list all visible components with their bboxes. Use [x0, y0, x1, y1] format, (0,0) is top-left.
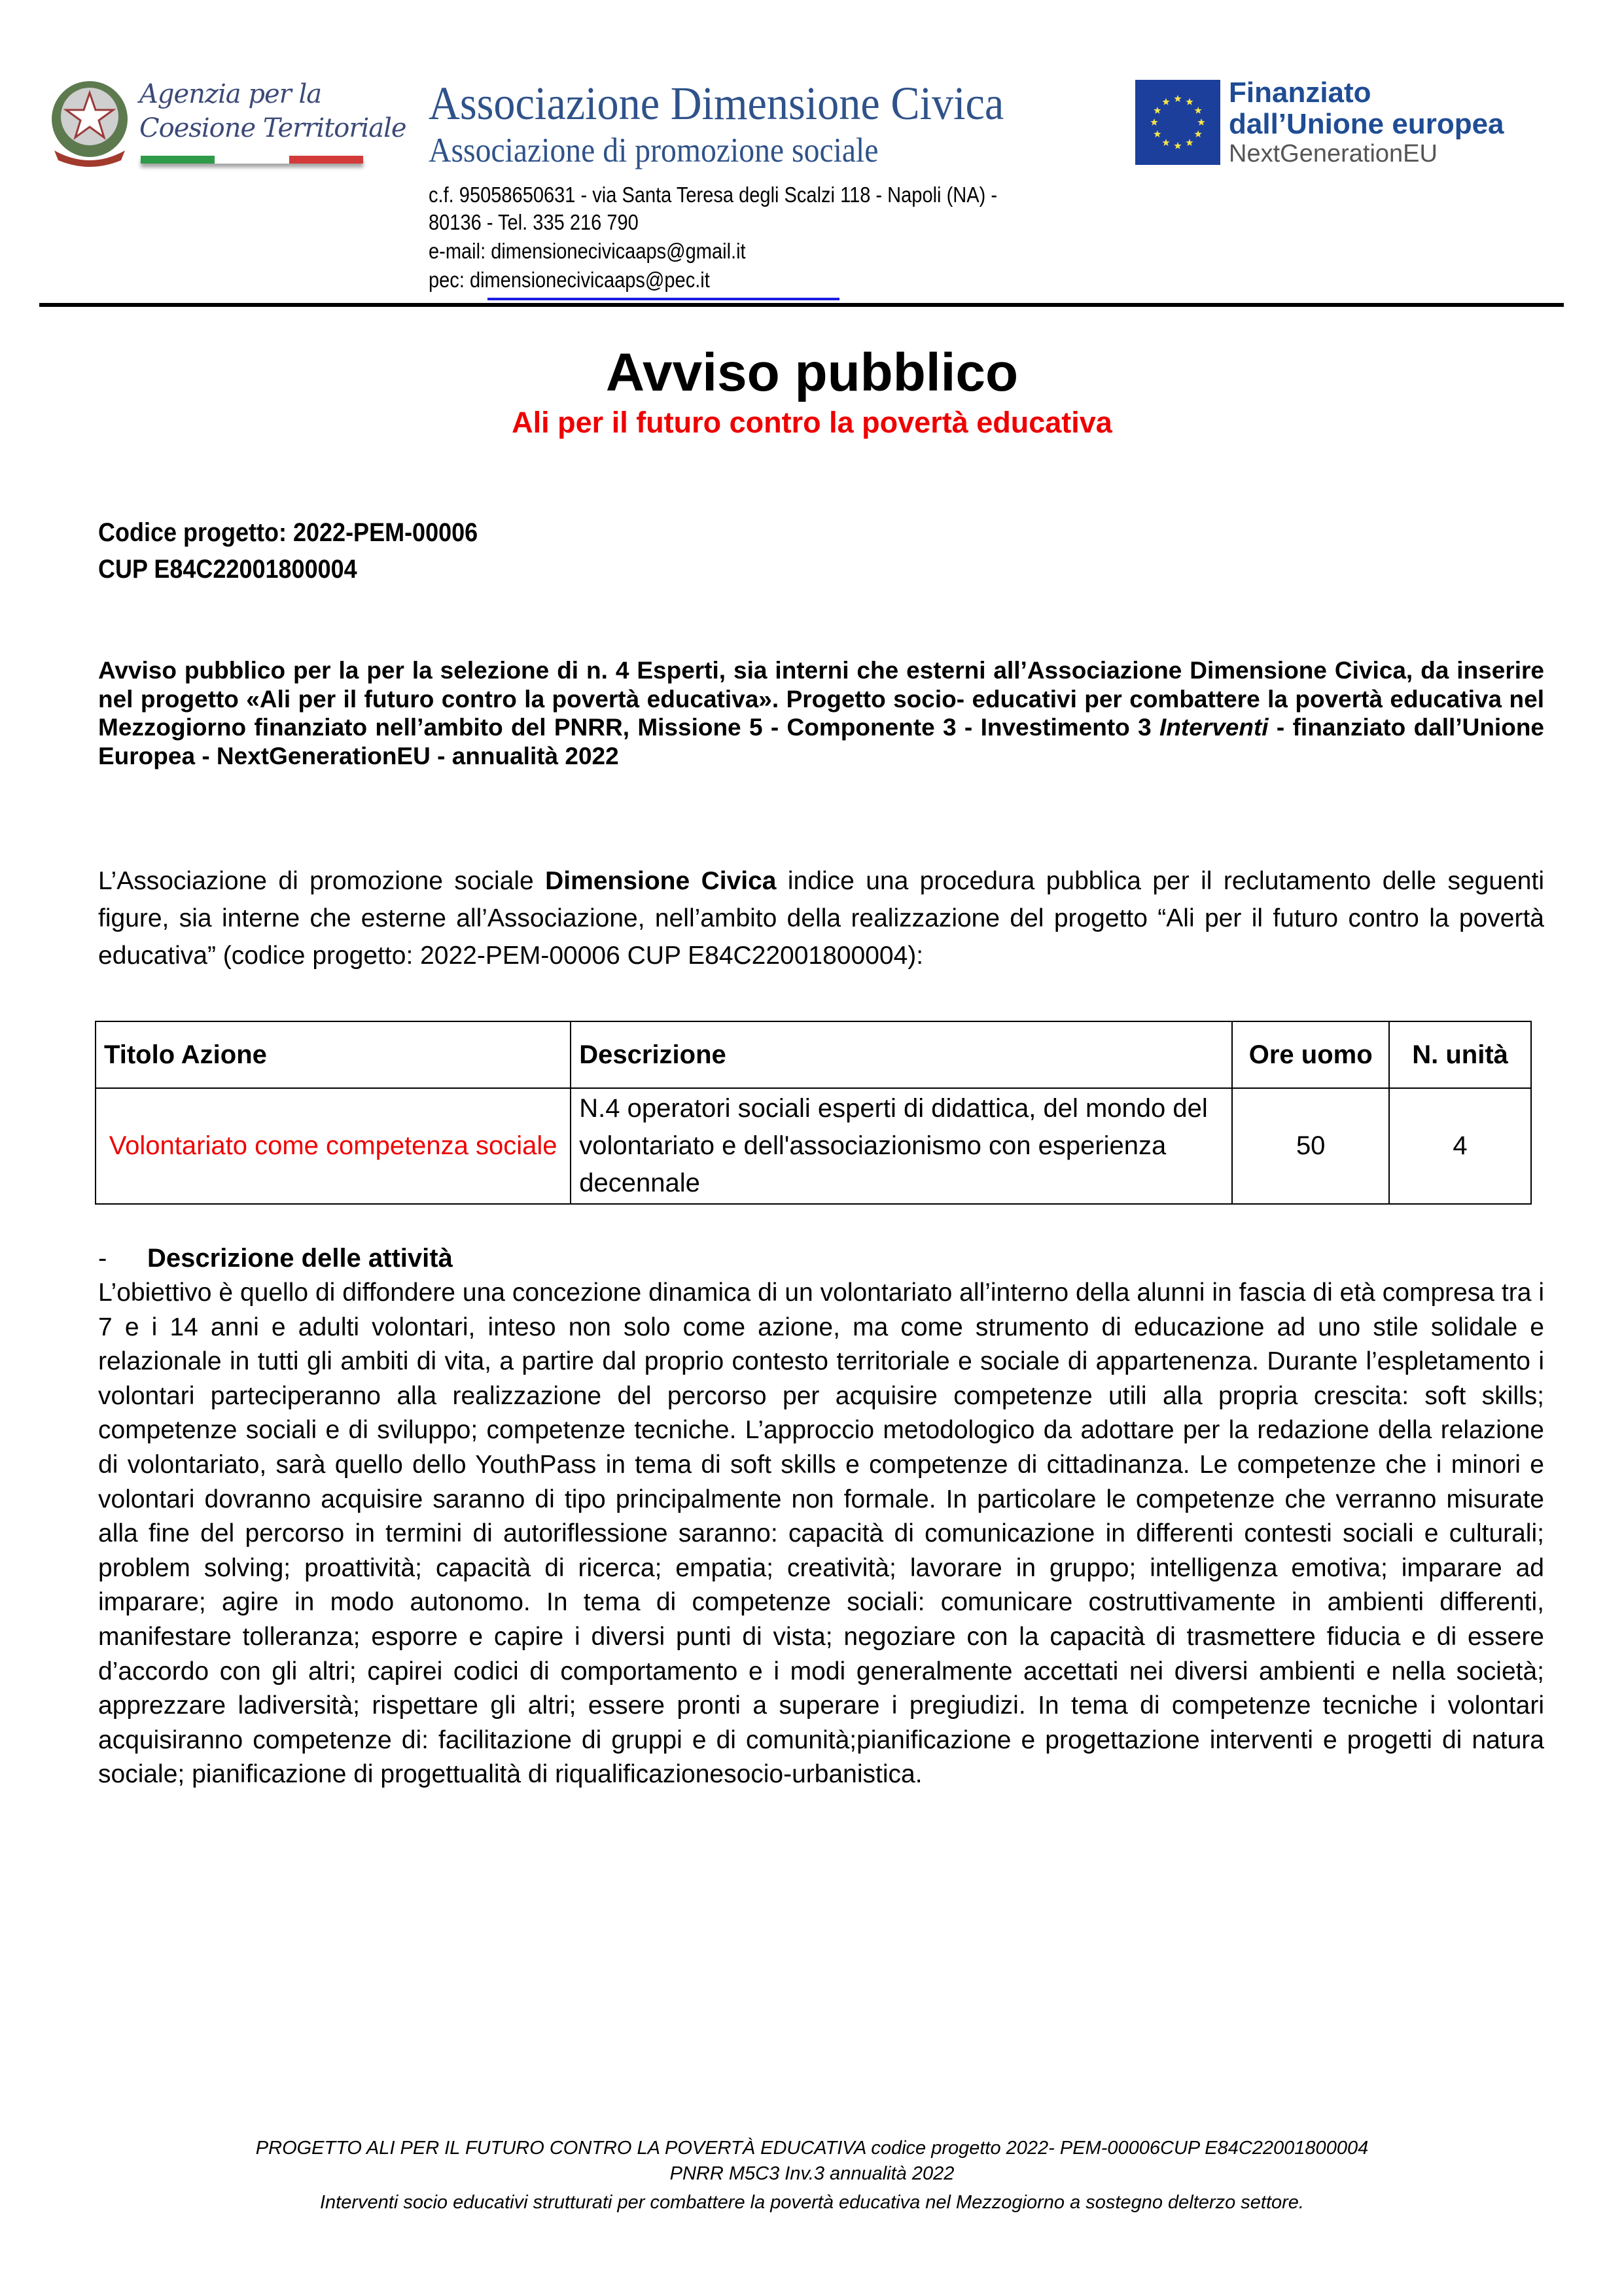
notice-summary-italic: Interventi — [1159, 714, 1269, 741]
intro-part-2: indice una procedura pubblica per il reclutamento delle seguenti figure, sia interne che esterne all’Associazione, nell’ambito della realizzazione del progetto “Ali per il futuro contro la povertà educativa” (codice progetto: 2022-PEM-00006 CUP E84C22001800004): — [98, 867, 1544, 970]
agenzia-coesione-logo — [49, 77, 406, 175]
header-descrizione: Descrizione — [571, 1021, 1232, 1088]
notice-summary-part-2: - finanziato dall’Unione Europea - NextGenerationEU - annualità 2022 — [98, 714, 1544, 769]
italian-flag-bar — [141, 156, 363, 164]
document-subtitle: Ali per il futuro contro la povertà educativa — [512, 406, 1112, 439]
actions-table — [95, 1021, 1532, 1205]
footer-description-line: Interventi socio educativi strutturati per combattere la povertà educativa nel Mezzogiorno a sostegno delterzo settore. — [320, 2192, 1304, 2213]
table-row — [96, 1088, 1531, 1204]
list-bullet-dash: - — [98, 1244, 107, 1273]
agency-name — [139, 77, 406, 145]
footer-pnrr-line: PNRR M5C3 Inv.3 annualità 2022 — [669, 2163, 955, 2184]
cell-titolo-azione: Volontariato come competenza sociale — [96, 1088, 571, 1204]
eu-funding-logo — [1135, 77, 1554, 168]
eu-text-line-3: NextGenerationEU — [1229, 140, 1438, 168]
pec-underline — [487, 298, 839, 300]
notice-summary — [98, 656, 1544, 770]
agency-line-2: Coesione Territoriale — [139, 113, 406, 143]
header-divider — [39, 303, 1564, 307]
activities-body: L’obiettivo è quello di diffondere una concezione dinamica di un volontariato all’interno della alunni in fascia di età compresa tra i 7 e i 14 anni e adulti volontari, inteso non solo come azione, ma come strumento di educazione ad uno stile solidale e relazionale in tutti gli ambiti di vita, a partire dal proprio contesto territoriale e sociale di appartenenza. Durante l’espletamento i volontari parteciperanno alla realizzazione del percorso per acquisire competenze utili alla propria crescita: soft skills; competenze sociali e di sviluppo; competenze tecniche. L’approccio metodologico da adottare per la redazione della relazione di volontariato, sarà quello dello YouthPass in tema di soft skills e competenze di cittadinanza. Le competenze che i minori e volontari dovranno acquisire saranno di tipo principalmente non formale. In particolare le competenze che verranno misurate alla fine del percorso in termini di autoriflessione saranno: capacità di comunicazione in differenti contesti sociali e culturali; problem solving; proattività; capacità di ricerca; empatia; creatività; lavorare in gruppo; intelligenza emotiva; imparare ad imparare; agire in modo autonomo. In tema di competenze sociali: comunicare costruttivamente in ambienti differenti, manifestare tolleranza; esporre e capire i diversi punti di vista; negoziare con la capacità di trasmettere fiducia e di essere d’accordo con gli altri; capirei codici di comportamento e i modi generalmente accettati nei diversi ambienti e nella società; apprezzare ladiversità; rispettare gli altri; essere pronti a superare i pregiudizi. In tema di competenze tecniche i volontari acquisiranno competenze di: facilitazione di gruppi e di comunità;pianificazione e progettazione interventi e progetti di natura sociale; pianificazione di progettualità di riqualificazionesocio-urbanistica. — [98, 1279, 1544, 1789]
table-header-row — [96, 1021, 1531, 1088]
notice-summary-part-1: Avviso pubblico per la per la selezione di n. 4 Esperti, sia interni che esterni all’Associazione Dimensione Civica, da inserire nel progetto «Ali per il futuro contro la povertà educativa». Progetto socio- educativi per combattere la povertà educativa nel Mezzogiorno finanziato nell’ambito del PNRR, Missione 5 - Componente 3 - Investimento 3 — [98, 657, 1544, 741]
italian-republic-emblem-icon — [49, 79, 131, 170]
activities-heading: Descrizione delle attività — [147, 1244, 453, 1273]
cell-n-unita: 4 — [1389, 1088, 1531, 1204]
eu-text-line-2: dall’Unione europea — [1229, 108, 1504, 140]
intro-part-1: L’Associazione di promozione sociale — [98, 867, 546, 895]
document-title: Avviso pubblico — [605, 343, 1019, 402]
association-type: Associazione di promozione sociale — [429, 132, 879, 169]
intro-paragraph — [98, 862, 1544, 974]
intro-bold-name: Dimensione Civica — [545, 867, 777, 895]
eu-text-line-1: Finanziato — [1229, 77, 1371, 109]
contact-pec[interactable]: pec: dimensionecivicaaps@pec.it — [429, 268, 710, 292]
contact-address: c.f. 95058650631 - via Santa Teresa degli Scalzi 118 - Napoli (NA) - — [429, 183, 997, 207]
header-ore-uomo: Ore uomo — [1232, 1021, 1389, 1088]
cell-descrizione: N.4 operatori sociali esperti di didattica, del mondo del volontariato e dell'associazionismo con esperienza decennale — [571, 1088, 1232, 1204]
agency-line-1: Agenzia per la — [139, 79, 322, 109]
header-n-unita: N. unità — [1389, 1021, 1531, 1088]
header-titolo-azione: Titolo Azione — [96, 1021, 571, 1088]
cup-code: CUP E84C22001800004 — [98, 555, 357, 584]
eu-flag-icon — [1135, 80, 1220, 165]
cell-ore-uomo: 50 — [1232, 1088, 1389, 1204]
contact-phone: 80136 - Tel. 335 216 790 — [429, 210, 639, 234]
footer-project-line: PROGETTO ALI PER IL FUTURO CONTRO LA POVERTÀ EDUCATIVA codice progetto 2022- PEM-00006CUP E84C22001800004 — [255, 2138, 1369, 2159]
project-code: Codice progetto: 2022-PEM-00006 — [98, 518, 478, 547]
contact-email[interactable]: e-mail: dimensionecivicaaps@gmail.it — [429, 239, 746, 263]
association-name: Associazione Dimensione Civica — [429, 77, 1004, 130]
